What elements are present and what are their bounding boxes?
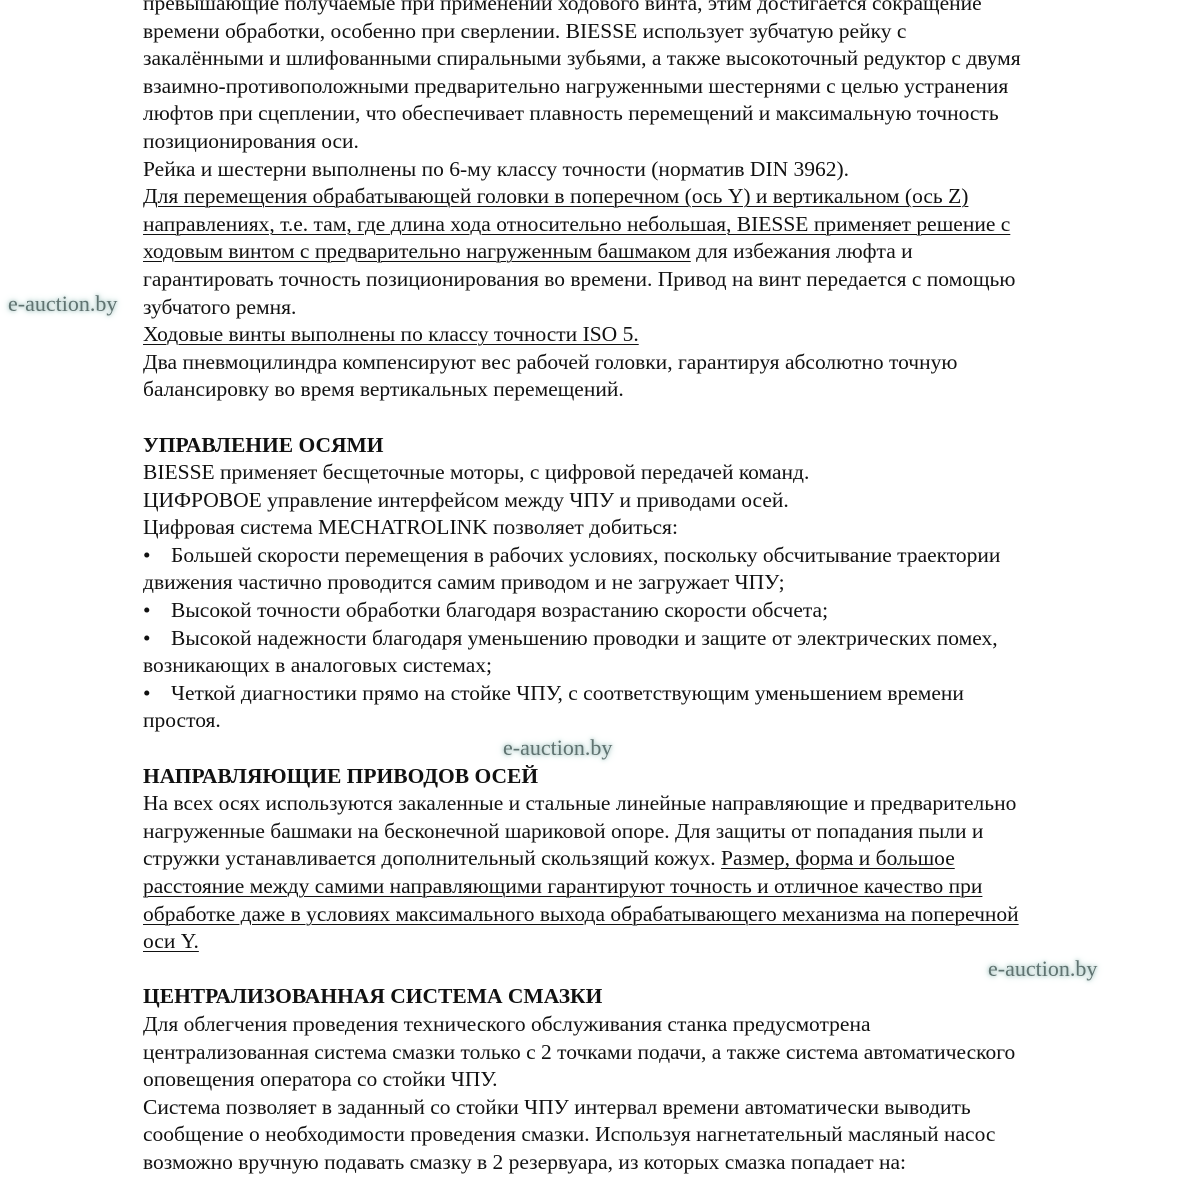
list-item-continuation: возникающих в аналоговых системах;: [143, 653, 492, 678]
list-item-text: Высокой надежности благодаря уменьшению проводки и защите от электрических помех,: [171, 625, 998, 650]
bullet-icon: •: [143, 542, 151, 567]
text-line: Для облегчения проведения технического обслуживания станка предусмотрена: [143, 1011, 871, 1036]
intro-paragraph: [143, 0, 1153, 156]
spacer: [143, 735, 1153, 763]
list-item: [143, 542, 1153, 597]
list-item-text: Большей скорости перемещения в рабочих условиях, поскольку обсчитывание траектории: [171, 542, 1001, 567]
bullet-icon: •: [143, 680, 151, 705]
list-item-text: Четкой диагностики прямо на стойке ЧПУ, с соответствующим уменьшением времени: [171, 680, 964, 705]
text-line: оповещения оператора со стойки ЧПУ.: [143, 1067, 498, 1092]
text-line: Система позволяет в заданный со стойки ЧПУ интервал времени автоматически выводить: [143, 1094, 971, 1119]
spacer: [143, 404, 1153, 432]
text-line: BIESSE применяет бесщеточные моторы, с цифровой передачей команд.: [143, 460, 810, 485]
text-line: [143, 845, 1153, 873]
text-line: Цифровая система MECHATROLINK позволяет добиться:: [143, 515, 678, 540]
list-item: [143, 625, 1153, 680]
text-line: позиционирования оси.: [143, 128, 359, 153]
list-item: [143, 597, 1153, 625]
text-line: закалёнными и шлифованными спиральными зубьями, а также высокоточный редуктор с двумя: [143, 46, 1021, 71]
text-line: зубчатого ремня.: [143, 294, 297, 319]
watermark: e-auction.by: [503, 735, 613, 761]
section-heading: НАПРАВЛЯЮЩИЕ ПРИВОДОВ ОСЕЙ: [143, 763, 539, 788]
text-line: централизованная система смазки только с 2 точками подачи, а также система автоматического: [143, 1039, 1016, 1064]
text-line: времени обработки, особенно при сверлении. BIESSE использует зубчатую рейку с: [143, 18, 907, 43]
text-fragment: для избежания люфта и: [690, 239, 913, 264]
text-line: Два пневмоцилиндра компенсируют вес рабочей головки, гарантируя абсолютно точную: [143, 349, 958, 374]
list-item: [143, 680, 1153, 735]
text-line: сообщение о необходимости проведения смазки. Используя нагнетательный масляный насос: [143, 1122, 996, 1147]
underlined-text: расстояние между самими направляющими гарантируют точность и отличное качество при: [143, 874, 983, 898]
section-heading: ЦЕНТРАЛИЗОВАННАЯ СИСТЕМА СМАЗКИ: [143, 984, 603, 1009]
underlined-text: Для перемещения обрабатывающей головки в поперечном (ось Y) и вертикальном (ось Z): [143, 184, 969, 209]
document-page: [143, 0, 1153, 1177]
guides-section: [143, 763, 1153, 956]
text-fragment: стружки устанавливается дополнительный скользящий кожух.: [143, 846, 721, 871]
bullet-icon: •: [143, 598, 151, 623]
list-item-continuation: простоя.: [143, 708, 221, 733]
text-line: На всех осях используются закаленные и стальные линейные направляющие и предварительно: [143, 791, 1017, 816]
bullet-list: [143, 542, 1153, 735]
list-item-text: Высокой точности обработки благодаря возрастанию скорости обсчета;: [171, 598, 829, 623]
underlined-text: Размер, форма и большое: [720, 846, 955, 871]
axis-control-section: [143, 432, 1153, 736]
screw-paragraph: [143, 183, 1153, 321]
text-line: люфтов при сцеплении, что обеспечивает плавность перемещений и максимальную точность: [143, 101, 999, 126]
text-line: возможно вручную подавать смазку в 2 резервуара, из которых смазка попадает на:: [143, 1149, 907, 1174]
watermark: e-auction.by: [988, 955, 1098, 981]
text-line: взаимно-противоположными предварительно нагруженными шестернями с целью устранения: [143, 73, 1009, 98]
watermark: e-auction.by: [8, 291, 118, 316]
pneumatic-paragraph: [143, 349, 1153, 404]
text-line: балансировку во время вертикальных перемещений.: [143, 377, 624, 402]
text-line: нагруженные башмаки на бесконечной шариковой опоре. Для защиты от попадания пыли и: [143, 818, 984, 843]
lubrication-section: [143, 983, 1153, 1176]
text-line: ЦИФРОВОЕ управление интерфейсом между ЧПУ и приводами осей.: [143, 487, 789, 512]
list-item-continuation: движения частично проводится самим приводом и не загружает ЧПУ;: [143, 570, 785, 595]
screw-accuracy-text: Ходовые винты выполнены по классу точности ISO 5.: [143, 322, 639, 347]
text-line: превышающие получаемые при применении ходового винта, этим достигается сокращение: [143, 0, 982, 15]
text-line: гарантировать точность позиционирования во времени. Привод на винт передается с помощью: [143, 266, 1016, 291]
spacer: [143, 956, 1153, 984]
underlined-text: ходовым винтом с предварительно нагруженным башмаком: [143, 239, 691, 264]
section-heading: УПРАВЛЕНИЕ ОСЯМИ: [143, 432, 384, 457]
text-line: [143, 238, 1153, 266]
rack-accuracy-text: Рейка и шестерни выполнены по 6-му классу точности (норматив DIN 3962).: [143, 156, 850, 181]
underlined-text: направлениях, т.е. там, где длина хода относительно небольшая, BIESSE применяет решение с: [143, 211, 1011, 236]
underlined-text: оси Y.: [143, 929, 199, 954]
bullet-icon: •: [143, 625, 151, 650]
underlined-text: обработке даже в условиях максимального выхода обрабатывающего механизма на поперечной: [143, 901, 1019, 926]
